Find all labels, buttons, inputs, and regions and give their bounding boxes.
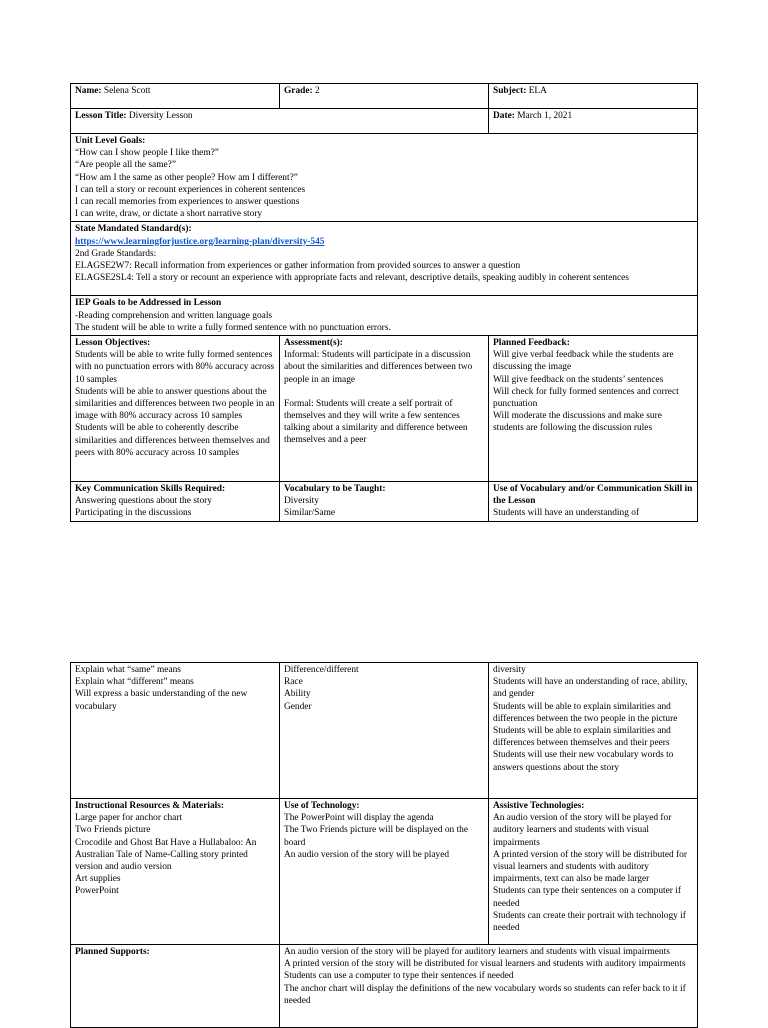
- assistive-label: Assistive Technologies:: [493, 801, 585, 811]
- assistive-cell: [489, 799, 698, 945]
- vocabulary-word: Ability: [284, 689, 311, 700]
- resource-line: PowerPoint: [75, 886, 119, 897]
- vocab-use-line: diversity: [493, 665, 526, 675]
- date-value: March 1, 2021: [517, 111, 573, 121]
- subject-cell: [489, 84, 698, 109]
- iep-line: -Reading comprehension and written language goals: [75, 310, 273, 321]
- vocab-use-line: Students will be able to explain similarities and differences between the two people in the picture: [493, 701, 678, 724]
- standards-line: ELAGSE2W7: Recall information from experiences or gather information from provided sources to answer a question: [75, 261, 521, 272]
- feedback-line: Will moderate the discussions and make sure students are following the discussion rules: [493, 411, 662, 434]
- supports-cell: [280, 945, 698, 1028]
- assessment-spacer: [284, 386, 485, 398]
- resource-line: Large paper for anchor chart: [75, 813, 183, 824]
- header-row: [71, 84, 698, 109]
- skills-row: [71, 482, 698, 522]
- lesson-plan-page-2: [70, 662, 697, 1028]
- standards-line: 2nd Grade Standards:: [75, 248, 157, 259]
- grade-label: Grade:: [284, 86, 313, 96]
- vocab-use-cell: [489, 482, 698, 522]
- title-row: [71, 109, 698, 134]
- feedback-line: Will check for fully formed sentences and correct punctuation: [493, 386, 679, 410]
- resource-line: Two Friends picture: [75, 825, 151, 836]
- resources-row: [71, 799, 698, 945]
- iep-cell: [71, 296, 698, 336]
- standards-link[interactable]: https://www.learningforjustice.org/learning-plan/diversity-545: [75, 236, 325, 247]
- unit-goal-line: I can write, draw, or dictate a short narrative story: [75, 209, 263, 220]
- vocab-use-continued-cell: [489, 663, 698, 799]
- assessment-cell: [280, 336, 489, 482]
- objective-line: Students will be able to write fully formed sentences with no punctuation errors with 80% accuracy across 10 samples: [75, 350, 275, 385]
- assistive-line: A printed version of the story will be distributed for visual learners and students with auditory impairments, text can also be made larger: [493, 849, 687, 885]
- unit-goals-label: Unit Level Goals:: [75, 136, 146, 146]
- grade-value: 2: [314, 86, 320, 96]
- assistive-line: Students can create their portrait with technology if needed: [493, 910, 686, 934]
- unit-goal-line: “How can I show people I like them?”: [75, 148, 219, 159]
- feedback-label: Planned Feedback:: [493, 338, 570, 349]
- technology-line: The PowerPoint will display the agenda: [284, 813, 434, 824]
- supports-label-cell: [71, 945, 280, 1028]
- name-label: Name:: [75, 86, 102, 96]
- key-skill-line: Answering questions about the story: [75, 496, 212, 507]
- lesson-title-value: Diversity Lesson: [128, 111, 193, 121]
- unit-goal-line: I can tell a story or recount experiences in coherent sentences: [75, 184, 306, 195]
- vocabulary-word: Gender: [284, 701, 312, 712]
- vocabulary-continued-cell: [280, 663, 489, 799]
- vocab-use-line: Students will have an understanding of: [493, 508, 640, 519]
- technology-label: Use of Technology:: [284, 801, 360, 811]
- key-skill-line: Explain what “different” means: [75, 677, 194, 688]
- unit-goals-cell: [71, 134, 698, 222]
- vocabulary-word: Difference/different: [284, 665, 359, 675]
- vocabulary-word: Race: [284, 677, 303, 688]
- unit-goal-line: “How am I the same as other people? How am I different?”: [75, 172, 298, 183]
- standards-row: [71, 222, 698, 296]
- subject-label: Subject:: [493, 86, 527, 96]
- standards-cell: [71, 222, 698, 296]
- vocabulary-word: Diversity: [284, 496, 319, 507]
- technology-line: An audio version of the story will be played: [284, 849, 450, 860]
- objective-line: Students will be able to coherently describe similarities and differences between themselves and peers with 80% accuracy across 10 samples: [75, 423, 270, 458]
- name-cell: [71, 84, 280, 109]
- assessment-line: Formal: Students will create a self portrait of themselves and they will write a few sentences talking about a similarity and difference between themselves and a peer: [284, 398, 468, 446]
- objectives-label: Lesson Objectives:: [75, 338, 151, 349]
- standards-label: State Mandated Standard(s):: [75, 224, 192, 235]
- standards-line: ELAGSE2SL4: Tell a story or recount an experience with appropriate facts and relevant, descriptive details, speaking audibly in coherent sentences: [75, 273, 629, 284]
- key-skills-continued-cell: [71, 663, 280, 799]
- objective-line: Students will be able to answer questions about the similarities and differences between two people in an image with 80% accuracy across 10 samples: [75, 386, 275, 422]
- vocab-use-line: Students will use their new vocabulary words to answers questions about the story: [493, 750, 674, 773]
- iep-row: [71, 296, 698, 336]
- supports-row: [71, 945, 698, 1028]
- unit-goals-row: [71, 134, 698, 222]
- assessment-line: Informal: Students will participate in a discussion about the similarities and differences between two people in an image: [284, 350, 473, 385]
- lesson-title-cell: [71, 109, 489, 134]
- objectives-cell: [71, 336, 280, 482]
- key-skills-label: Key Communication Skills Required:: [75, 484, 226, 495]
- resources-label: Instructional Resources & Materials:: [75, 801, 225, 811]
- iep-label: IEP Goals to be Addressed in Lesson: [75, 298, 222, 309]
- technology-line: The Two Friends picture will be displayed on the board: [284, 825, 469, 848]
- key-skill-line: Explain what “same” means: [75, 665, 181, 675]
- unit-goal-line: I can recall memories from experiences to answer questions: [75, 197, 300, 208]
- support-line: A printed version of the story will be distributed for visual learners and students with auditory impairments: [284, 959, 686, 970]
- key-skill-line: Participating in the discussions: [75, 508, 192, 519]
- lesson-plan-table-2: [70, 662, 698, 1028]
- lesson-title-label: Lesson Title:: [75, 111, 127, 121]
- lesson-plan-table-1: [70, 83, 698, 522]
- grade-cell: [280, 84, 489, 109]
- vocab-use-label: Use of Vocabulary and/or Communication Skill in the Lesson: [493, 484, 693, 507]
- vocabulary-label: Vocabulary to be Taught:: [284, 484, 386, 495]
- vocabulary-word: Similar/Same: [284, 508, 336, 519]
- subject-value: ELA: [528, 86, 547, 96]
- key-skill-line: Will express a basic understanding of the new vocabulary: [75, 689, 248, 712]
- support-line: An audio version of the story will be played for auditory learners and students with visual impairments: [284, 947, 670, 957]
- assessment-label: Assessment(s):: [284, 338, 343, 349]
- name-value: Selena Scott: [103, 86, 151, 96]
- skills-continued-row: [71, 663, 698, 799]
- feedback-cell: [489, 336, 698, 482]
- vocab-use-line: Students will be able to explain similarities and differences between themselves and their peers: [493, 726, 671, 749]
- feedback-line: Will give feedback on the students’ sentences: [493, 374, 664, 385]
- unit-goal-line: “Are people all the same?”: [75, 160, 176, 171]
- vocab-use-line: Students will have an understanding of race, ability, and gender: [493, 677, 688, 700]
- support-line: The anchor chart will display the definitions of the new vocabulary words so students can refer back to it if needed: [284, 983, 686, 1006]
- iep-line: The student will be able to write a fully formed sentence with no punctuation errors.: [75, 322, 391, 333]
- assistive-line: Students can type their sentences on a computer if needed: [493, 886, 681, 909]
- key-skills-cell: [71, 482, 280, 522]
- date-label: Date:: [493, 111, 515, 121]
- resources-cell: [71, 799, 280, 945]
- date-cell: [489, 109, 698, 134]
- technology-cell: [280, 799, 489, 945]
- supports-label: Planned Supports:: [75, 947, 150, 957]
- resource-line: Art supplies: [75, 874, 121, 885]
- assistive-line: An audio version of the story will be played for auditory learners and students with visual impairments: [493, 813, 672, 848]
- lesson-plan-page-1: [70, 83, 697, 522]
- feedback-line: Will give verbal feedback while the students are discussing the image: [493, 350, 674, 373]
- resource-line: Crocodile and Ghost Bat Have a Hullabaloo: An Australian Tale of Name-Calling story printed version and audio version: [75, 837, 257, 873]
- objectives-row: [71, 336, 698, 482]
- support-line: Students can use a computer to type their sentences if needed: [284, 971, 514, 982]
- vocabulary-cell: [280, 482, 489, 522]
